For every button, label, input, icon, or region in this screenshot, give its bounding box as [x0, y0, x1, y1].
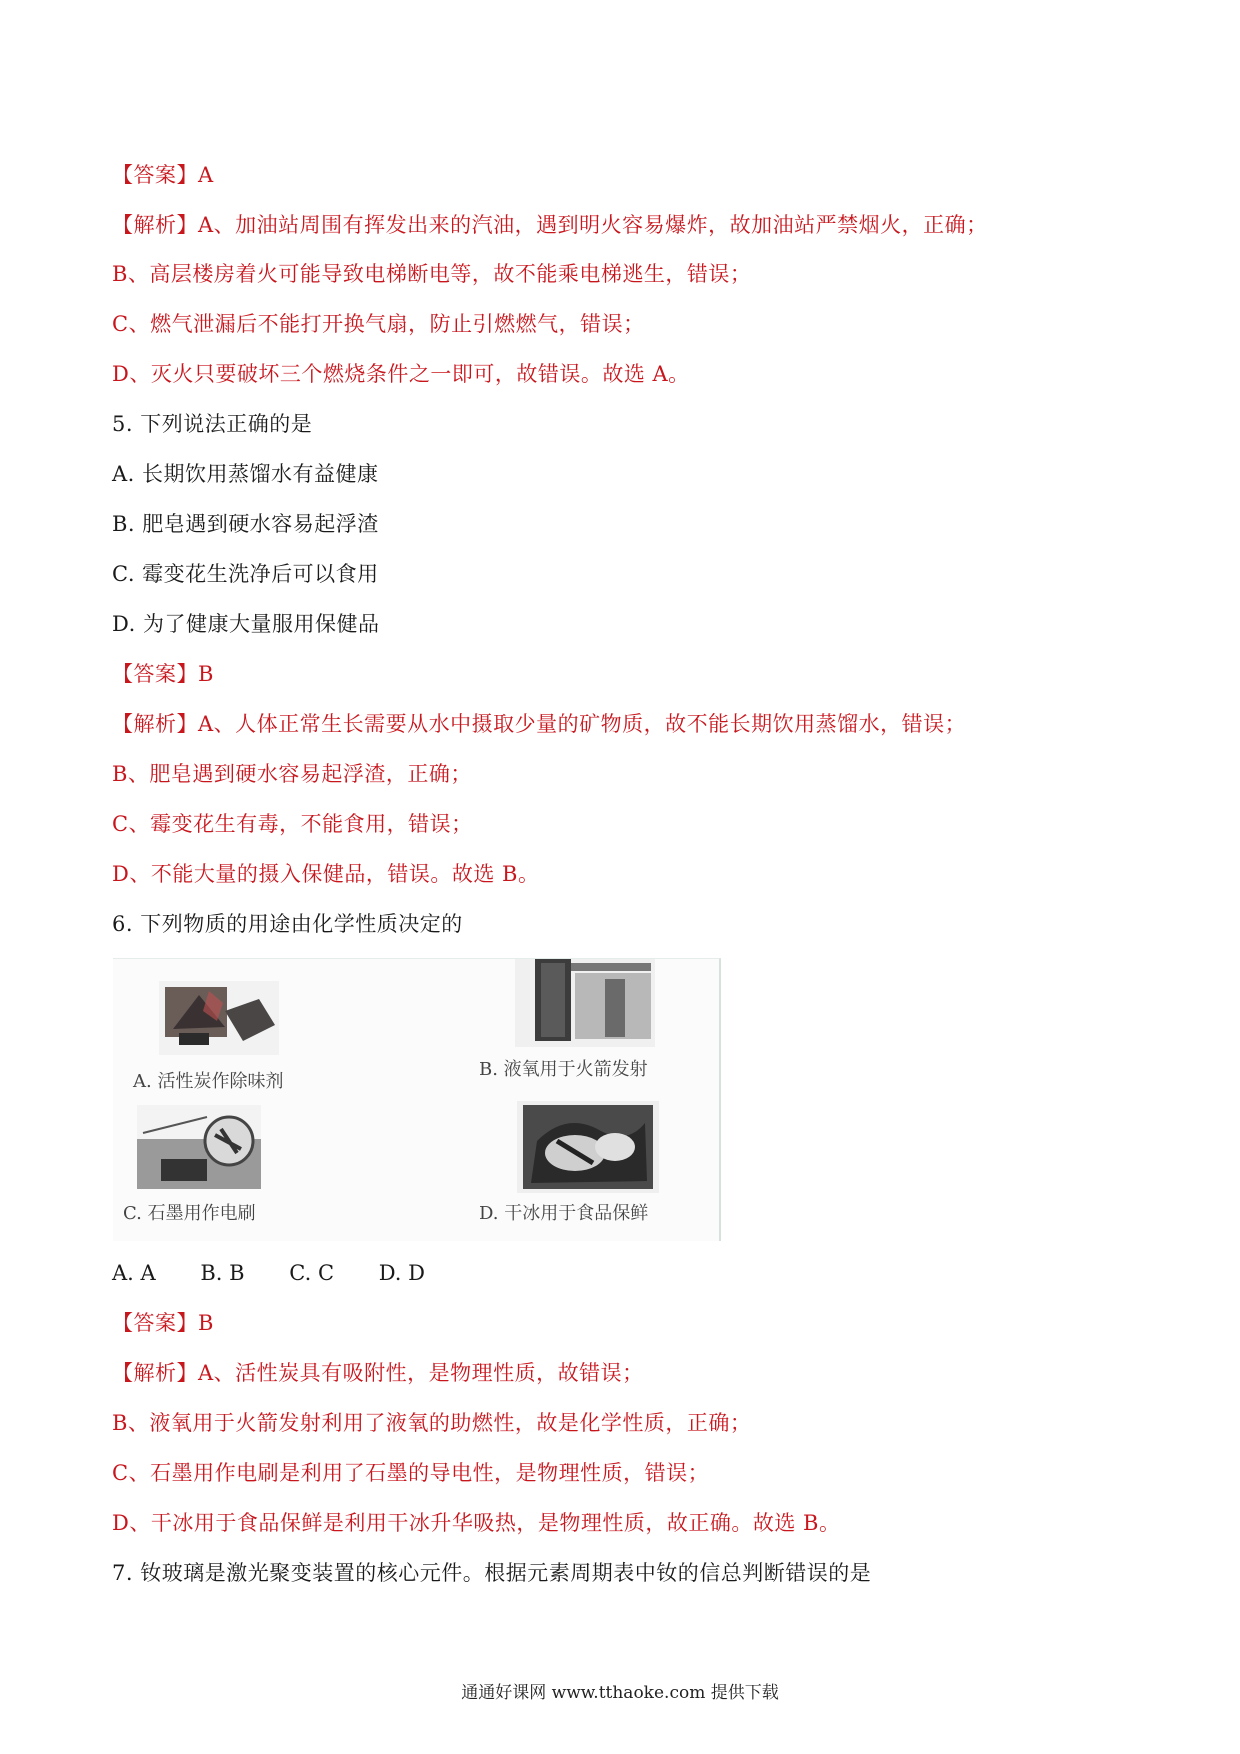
- photo-a-deodorizer: [159, 981, 279, 1055]
- q5-option: D. 为了健康大量服用保健品: [112, 612, 380, 636]
- q4-analysis-line: D、灭火只要破坏三个燃烧条件之一即可，故错误。故选 A。: [112, 362, 690, 386]
- photo-d-dry-ice: [517, 1101, 659, 1193]
- q6-choice: A. A: [112, 1261, 156, 1285]
- q4-analysis-line: 【解析】A、加油站周围有挥发出来的汽油，遇到明火容易爆炸，故加油站严禁烟火，正确；: [112, 213, 988, 237]
- q4-answer: 【答案】A: [112, 163, 214, 187]
- q6-choice: D. D: [378, 1261, 425, 1285]
- q5-option: B. 肥皂遇到硬水容易起浮渣: [112, 512, 379, 536]
- q6-analysis-line: B、液氧用于火箭发射利用了液氧的助燃性，故是化学性质，正确；: [112, 1411, 752, 1435]
- q5-analysis-line: B、肥皂遇到硬水容易起浮渣，正确；: [112, 762, 472, 786]
- q6-analysis-line: D、干冰用于食品保鲜是利用干冰升华吸热，是物理性质，故正确。故选 B。: [112, 1511, 841, 1535]
- page-footer: 通通好课网 www.tthaoke.com 提供下载: [461, 1683, 779, 1703]
- q6-analysis-line: C、石墨用作电刷是利用了石墨的导电性，是物理性质，错误；: [112, 1461, 710, 1485]
- caption-c: C. 石墨用作电刷: [123, 1203, 256, 1224]
- q6-stem: 6. 下列物质的用途由化学性质决定的: [112, 912, 463, 936]
- q5-stem: 5. 下列说法正确的是: [112, 412, 313, 436]
- q6-choice: C. C: [289, 1261, 335, 1285]
- q5-answer: 【答案】B: [112, 662, 214, 686]
- photo-c-graphite-brush: [137, 1105, 261, 1189]
- q6-choices: [112, 1260, 463, 1286]
- q5-analysis-line: 【解析】A、人体正常生长需要从水中摄取少量的矿物质，故不能长期饮用蒸馏水，错误；: [112, 712, 967, 736]
- q6-answer: 【答案】B: [112, 1311, 214, 1335]
- q5-option: A. 长期饮用蒸馏水有益健康: [112, 462, 379, 486]
- photo-b-rocket: [515, 959, 655, 1047]
- caption-b: B. 液氧用于火箭发射: [479, 1059, 648, 1080]
- q5-analysis-line: D、不能大量的摄入保健品，错误。故选 B。: [112, 862, 540, 886]
- q5-option: C. 霉变花生洗净后可以食用: [112, 562, 379, 586]
- q6-analysis-line: 【解析】A、活性炭具有吸附性，是物理性质，故错误；: [112, 1361, 644, 1385]
- q7-stem: 7. 钕玻璃是激光聚变装置的核心元件。根据元素周期表中钕的信总判断错误的是: [112, 1561, 872, 1585]
- q4-analysis-line: B、高层楼房着火可能导致电梯断电等，故不能乘电梯逃生，错误；: [112, 262, 752, 286]
- q5-analysis-line: C、霉变花生有毒，不能食用，错误；: [112, 812, 473, 836]
- q4-analysis-line: C、燃气泄漏后不能打开换气扇，防止引燃燃气，错误；: [112, 312, 645, 336]
- q6-choice: B. B: [200, 1261, 245, 1285]
- q6-figure: [113, 958, 721, 1241]
- caption-d: D. 干冰用于食品保鲜: [479, 1203, 649, 1224]
- caption-a: A. 活性炭作除味剂: [133, 1071, 284, 1092]
